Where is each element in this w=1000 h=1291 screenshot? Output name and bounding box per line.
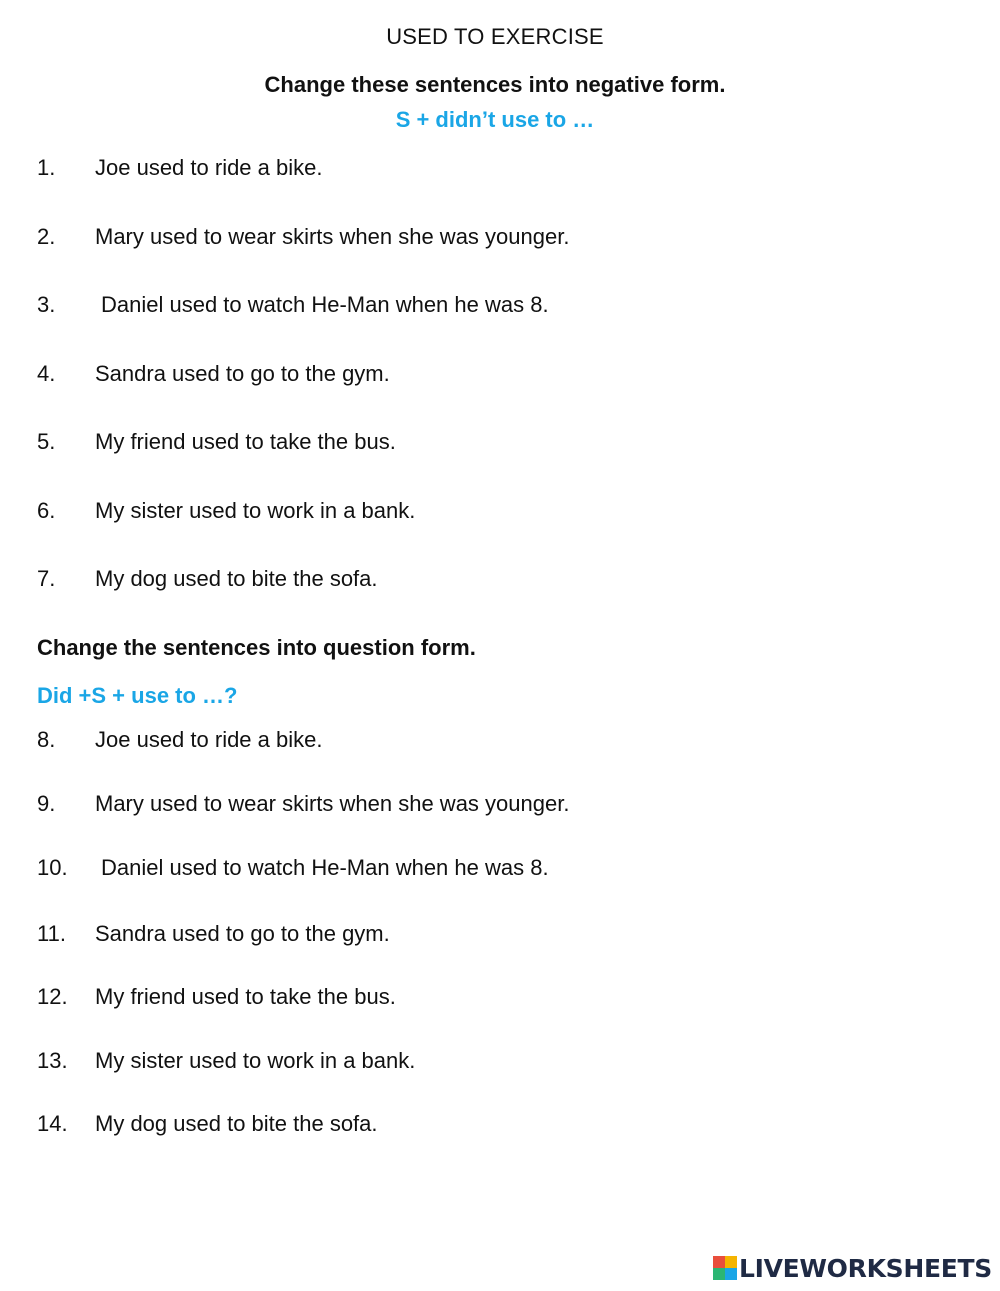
item-number: 12. (37, 984, 68, 1009)
exercise-item (37, 292, 549, 318)
item-text: My dog used to bite the sofa. (95, 566, 378, 591)
exercise-item (37, 224, 569, 250)
item-text: My sister used to work in a bank. (95, 1048, 416, 1073)
exercise-item (37, 727, 322, 753)
item-number: 11. (37, 921, 66, 946)
item-text: Sandra used to go to the gym. (95, 361, 390, 386)
exercise-item (37, 791, 569, 817)
exercise-item (37, 1048, 415, 1074)
item-number: 6. (37, 498, 56, 523)
logo-square-red (713, 1256, 725, 1268)
item-text: Mary used to wear skirts when she was younger. (95, 224, 570, 249)
logo-square-green (713, 1268, 725, 1280)
item-text: My friend used to take the bus. (95, 984, 396, 1009)
exercise-item (37, 498, 415, 524)
item-text: Joe used to ride a bike. (95, 727, 323, 752)
item-text: Mary used to wear skirts when she was younger. (95, 791, 570, 816)
item-text: Daniel used to watch He-Man when he was 8. (101, 855, 549, 880)
item-number: 2. (37, 224, 56, 249)
exercise-item (37, 429, 396, 455)
section-1-formula: S + didn’t use to … (395, 107, 595, 132)
item-number: 10. (37, 855, 68, 880)
item-number: 1. (37, 155, 56, 180)
logo-square-yellow (725, 1256, 737, 1268)
item-text: My friend used to take the bus. (95, 429, 396, 454)
liveworksheets-logo-icon (713, 1256, 737, 1280)
section-2-heading: Change the sentences into question form. (37, 635, 476, 660)
liveworksheets-brand[interactable] (713, 1253, 992, 1283)
section-1-heading: Change these sentences into negative form. (264, 72, 726, 97)
exercise-item (37, 855, 549, 881)
item-number: 4. (37, 361, 56, 386)
item-number: 5. (37, 429, 56, 454)
item-number: 14. (37, 1111, 68, 1136)
item-text: Daniel used to watch He-Man when he was 8. (101, 292, 549, 317)
item-text: My dog used to bite the sofa. (95, 1111, 378, 1136)
brand-name: LIVEWORKSHEETS (738, 1253, 992, 1283)
item-text: Sandra used to go to the gym. (95, 921, 390, 946)
exercise-item (37, 155, 322, 181)
item-number: 7. (37, 566, 56, 591)
item-number: 13. (37, 1048, 68, 1073)
section-2-formula: Did +S + use to …? (37, 683, 238, 708)
item-number: 8. (37, 727, 56, 752)
exercise-item (37, 984, 396, 1010)
item-number: 3. (37, 292, 56, 317)
exercise-item (37, 921, 390, 947)
page-title: USED TO EXERCISE (386, 24, 604, 49)
logo-square-blue (725, 1268, 737, 1280)
exercise-item (37, 1111, 378, 1137)
item-text: Joe used to ride a bike. (95, 155, 323, 180)
item-number: 9. (37, 791, 56, 816)
item-text: My sister used to work in a bank. (95, 498, 416, 523)
exercise-item (37, 566, 378, 592)
exercise-item (37, 361, 390, 387)
